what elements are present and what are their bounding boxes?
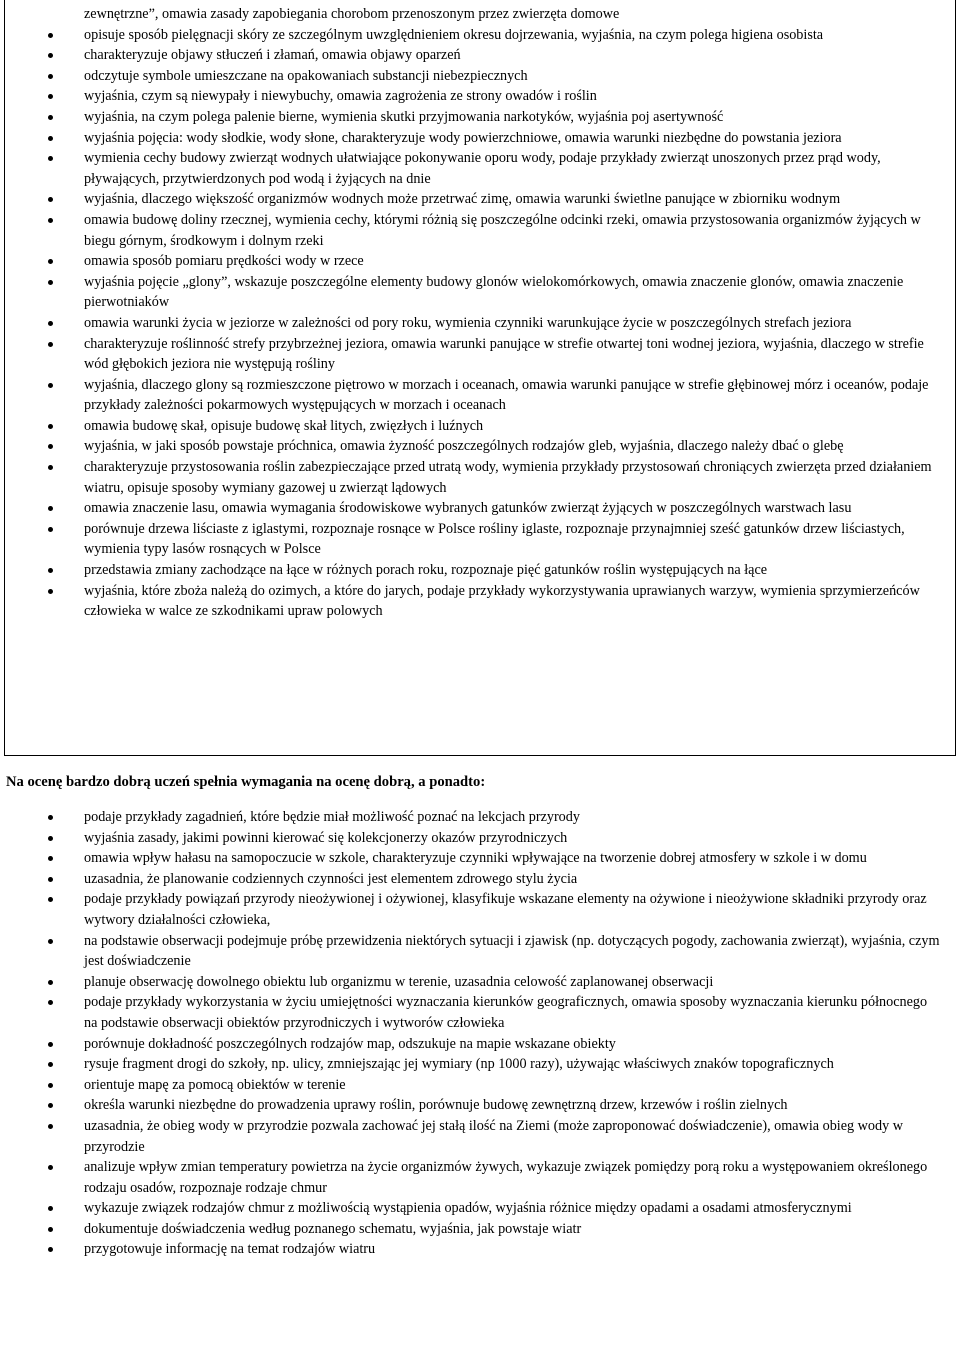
list-item: omawia znaczenie lasu, omawia wymagania środowiskowe wybranych gatunków zwierząt żyjących w poszczególnych warstwach lasu [4, 498, 956, 519]
list-item: wyjaśnia, które zboża należą do ozimych, a które do jarych, podaje przykłady wykorzystywania uprawianych warzyw, wymienia sprzymierzeńców człowieka w walce ze szkodnikami upraw polowych [4, 581, 956, 622]
list-item: podaje przykłady powiązań przyrody nieożywionej i ożywionej, klasyfikuje wskazane elementy na ożywione i nieożywione składniki przyrody oraz wytwory działalności człowieka, [4, 889, 956, 930]
list-item: porównuje drzewa liściaste z iglastymi, rozpoznaje rosnące w Polsce rośliny iglaste, rozpoznaje przynajmniej sześć gatunków drzew liściastych, wymienia typy lasów rosnących w Polsce [4, 519, 956, 560]
list-item: podaje przykłady zagadnień, które będzie miał możliwość poznać na lekcjach przyrody [4, 807, 956, 828]
list-item: wyjaśnia pojęcie „glony”, wskazuje poszczególne elementy budowy glonów wielokomórkowych, omawia znaczenie glonów, omawia znaczenie pierwotniaków [4, 272, 956, 313]
list-item: wymienia cechy budowy zwierząt wodnych ułatwiające pokonywanie oporu wody, podaje przykłady zwierząt unoszonych przez prąd wody, pływających, przytwierdzonych pod wodą i żyjących na dnie [4, 148, 956, 189]
list-item: omawia sposób pomiaru prędkości wody w rzece [4, 251, 956, 272]
list-item: wyjaśnia, czym są niewypały i niewybuchy, omawia zagrożenia ze strony owadów i roślin [4, 86, 956, 107]
section-heading: Na ocenę bardzo dobrą uczeń spełnia wymagania na ocenę dobrą, a ponadto: [6, 774, 486, 790]
requirements-list-good [4, 4, 956, 622]
list-item: wyjaśnia zasady, jakimi powinni kierować się kolekcjonerzy okazów przyrodniczych [4, 828, 956, 849]
list-item: przedstawia zmiany zachodzące na łące w różnych porach roku, rozpoznaje pięć gatunków roślin występujących na łące [4, 560, 956, 581]
list-item: wyjaśnia, w jaki sposób powstaje próchnica, omawia żyzność poszczególnych rodzajów gleb, wyjaśnia, dlaczego należy dbać o glebę [4, 436, 956, 457]
list-item: planuje obserwację dowolnego obiektu lub organizmu w terenie, uzasadnia celowość zaplanowanej obserwacji [4, 972, 956, 993]
list-item: uzasadnia, że obieg wody w przyrodzie pozwala zachować jej stałą ilość na Ziemi (może zaproponować doświadczenie), omawia obieg wody w przyrodzie [4, 1116, 956, 1157]
list-item: charakteryzuje objawy stłuczeń i złamań, omawia objawy oparzeń [4, 45, 956, 66]
list-item: wyjaśnia, dlaczego glony są rozmieszczone piętrowo w morzach i oceanach, omawia warunki panujące w strefie głębinowej mórz i oceanów, podaje przykłady zależności pokarmowych występujących w morzach i oceanach [4, 375, 956, 416]
list-item: określa warunki niezbędne do prowadzenia uprawy roślin, porównuje budowę zewnętrzną drzew, krzewów i roślin zielnych [4, 1095, 956, 1116]
list-item: omawia wpływ hałasu na samopoczucie w szkole, charakteryzuje czynniki wpływające na tworzenie dobrej atmosfery w szkole i w domu [4, 848, 956, 869]
list-item: charakteryzuje przystosowania roślin zabezpieczające przed utratą wody, wymienia przykłady przystosowań chroniących zwierzęta przed działaniem wiatru, opisuje sposoby wymiany gazowej u zwierząt lądowych [4, 457, 956, 498]
list-item: podaje przykłady wykorzystania w życiu umiejętności wyznaczania kierunków geograficznych, omawia sposoby wyznaczania kierunku północnego na podstawie obserwacji obiektów przyrodniczych i wytworów człowieka [4, 992, 956, 1033]
list-item: wyjaśnia, dlaczego większość organizmów wodnych może przetrwać zimę, omawia warunki świetlne panujące w zbiorniku wodnym [4, 189, 956, 210]
list-item: porównuje dokładność poszczególnych rodzajów map, odszukuje na mapie wskazane obiekty [4, 1034, 956, 1055]
list-item: wyjaśnia pojęcia: wody słodkie, wody słone, charakteryzuje wody powierzchniowe, omawia warunki niezbędne do powstania jeziora [4, 128, 956, 149]
list-item: opisuje sposób pielęgnacji skóry ze szczególnym uwzględnieniem okresu dojrzewania, wyjaśnia, na czym polega higiena osobista [4, 25, 956, 46]
list-item: rysuje fragment drogi do szkoły, np. ulicy, zmniejszając jej wymiary (np 1000 razy), używając właściwych znaków topograficznych [4, 1054, 956, 1075]
list-item: zewnętrzne”, omawia zasady zapobiegania chorobom przenoszonym przez zwierzęta domowe [84, 6, 620, 22]
list-item: przygotowuje informację na temat rodzajów wiatru [4, 1239, 956, 1260]
list-item: dokumentuje doświadczenia według poznanego schematu, wyjaśnia, jak powstaje wiatr [4, 1219, 956, 1240]
list-item: na podstawie obserwacji podejmuje próbę przewidzenia niektórych sytuacji i zjawisk (np. dotyczących pogody, zachowania zwierząt), wyjaśnia, czym jest doświadczenie [4, 931, 956, 972]
list-item: omawia budowę skał, opisuje budowę skał litych, zwięzłych i luźnych [4, 416, 956, 437]
list-item: omawia budowę doliny rzecznej, wymienia cechy, którymi różnią się poszczególne odcinki rzeki, omawia przystosowania organizmów żyjących w biegu górnym, środkowym i dolnym rzeki [4, 210, 956, 251]
list-item: wyjaśnia, na czym polega palenie bierne, wymienia skutki przyjmowania narkotyków, wyjaśnia poj asertywność [4, 107, 956, 128]
list-item: charakteryzuje roślinność strefy przybrzeżnej jeziora, omawia warunki panujące w strefie otwartej toni wodnej jeziora, wyjaśnia, dlaczego w strefie wód głębokich jeziora nie występują rośliny [4, 334, 956, 375]
list-item: uzasadnia, że planowanie codziennych czynności jest elementem zdrowego stylu życia [4, 869, 956, 890]
list-item: analizuje wpływ zmian temperatury powietrza na życie organizmów żywych, wykazuje związek pomiędzy porą roku a występowaniem określonego rodzaju osadów, rozpoznaje rodzaje chmur [4, 1157, 956, 1198]
list-item: orientuje mapę za pomocą obiektów w terenie [4, 1075, 956, 1096]
list-item: wykazuje związek rodzajów chmur z możliwością wystąpienia opadów, wyjaśnia różnice między opadami a osadami atmosferycznymi [4, 1198, 956, 1219]
list-item: odczytuje symbole umieszczane na opakowaniach substancji niebezpiecznych [4, 66, 956, 87]
requirements-list-very-good [4, 807, 956, 1260]
list-item: omawia warunki życia w jeziorze w zależności od pory roku, wymienia czynniki warunkujące życie w poszczególnych strefach jeziora [4, 313, 956, 334]
